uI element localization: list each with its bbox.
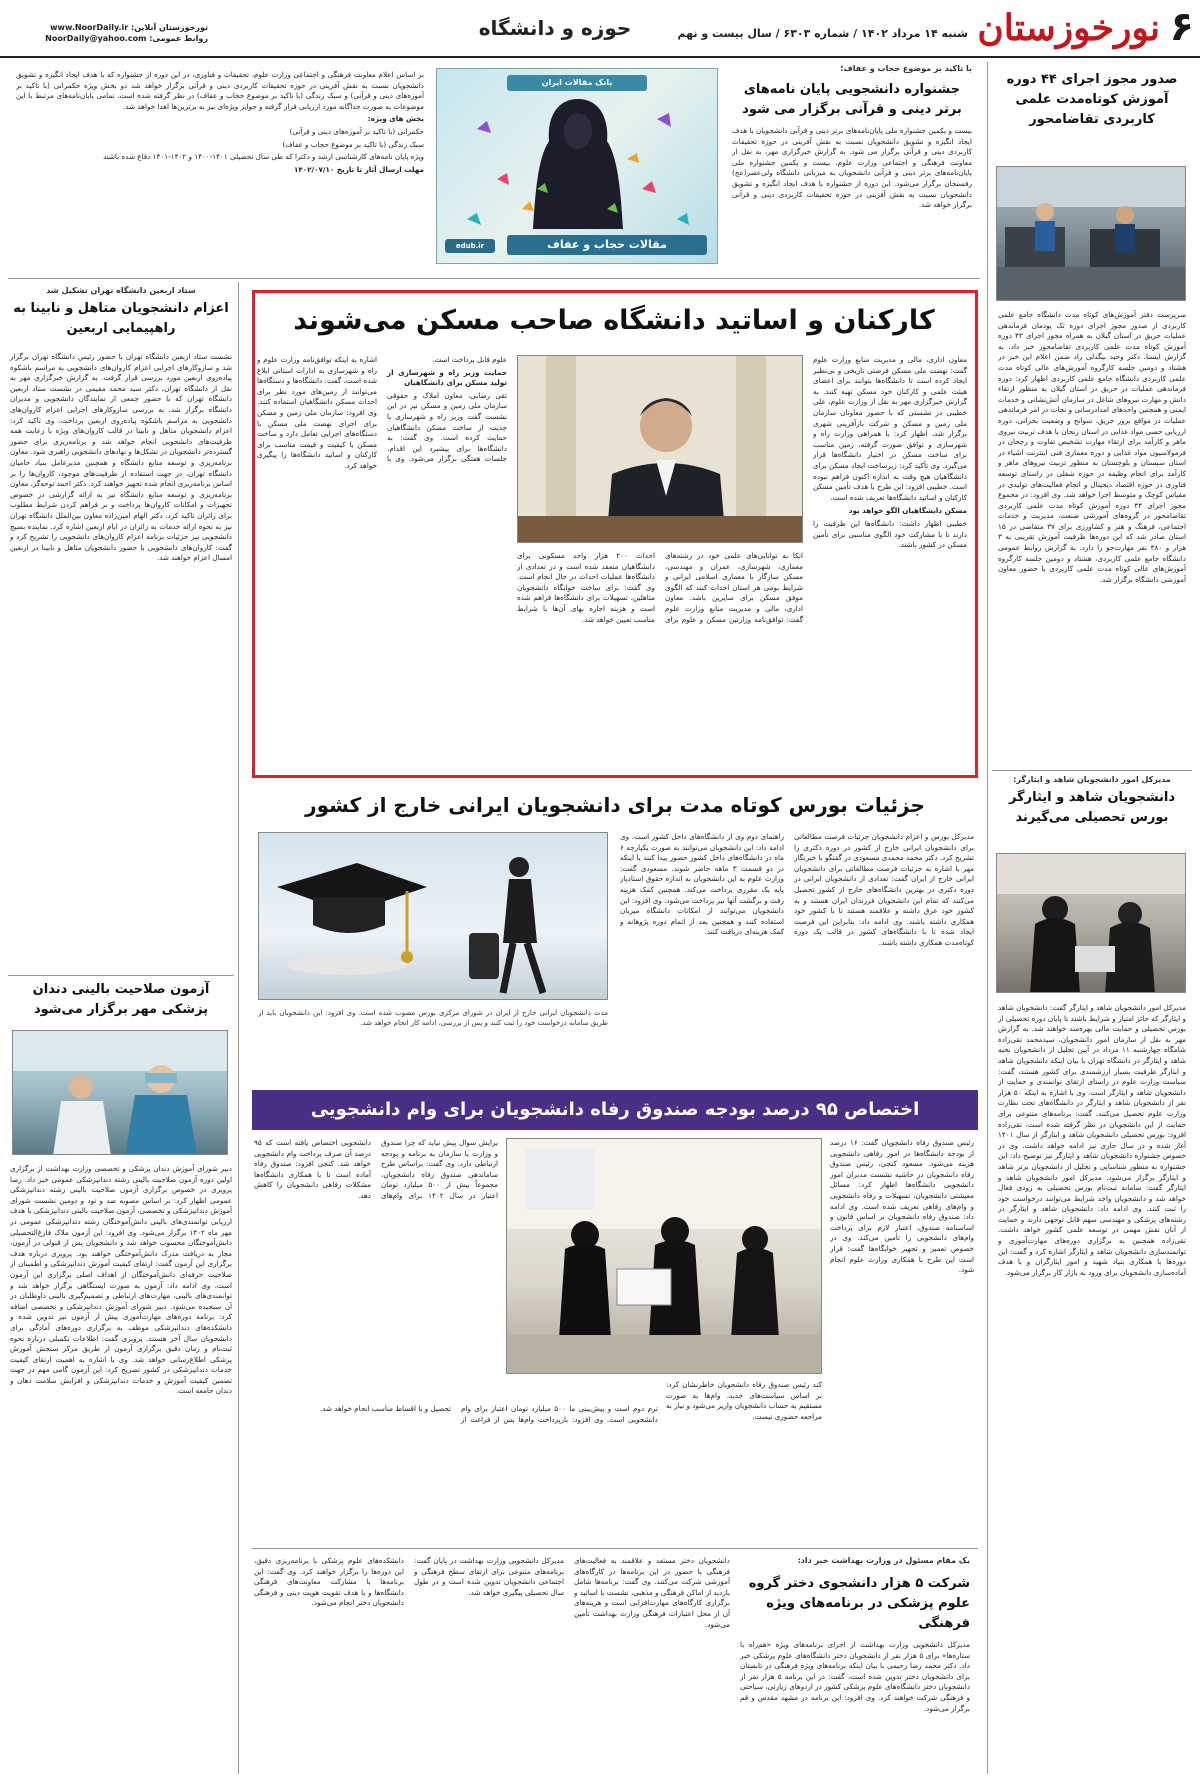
contact-email: روابط عمومی: NoorDaily@yahoo.com (45, 34, 208, 43)
mortgage-article (992, 70, 1192, 885)
festival-body: بیست و یکمین جشنواره ملی پایان‌نامه‌های برتر دینی و قرآنی دانشجویان با هدف ایجاد انگیزه و تشویق دانشجویان نسبت به نقش آفرینی در حوزه تحقیقات کاربردی دینی و قرآنی برگزار می شود. به گزارش خبرگزاری مهر، به نقل از معاونت فرهنگی و اجتماعی وزارت علوم، بیست و یکمین جشنواره ملی پایان‌نامه‌های برتر دینی و قرآنی دانشجویان به میزبانی دانشگاه ولی‌عصر(عج) رفسنجان برگزار می‌شود. این دوره از جشنواره با هدف ایجاد انگیزه و تشویق دانشجویان نسبت به نقش آفرینی در حوزه تحقیقات کاربردی دینی و قرآنی برگزار خواهد شد. (732, 126, 972, 210)
divider (8, 975, 234, 976)
athletes-article (992, 775, 1192, 1775)
students-photo (996, 853, 1186, 993)
women-col-3: مدیرکل دانشجویی وزارت بهداشت در پایان گفت: برنامه‌های متنوعی برای ارتقای سطح فرهنگی و اجتماعی دانشجویان تدوین شده است و در طول سال تحصیلی پیگیری خواهد شد. (414, 1556, 564, 1597)
banner-bottom-label: مقالات حجاب و عفاف (507, 235, 707, 255)
housing-col3-text: علوم قابل پرداخت است. (432, 355, 507, 364)
festival-body-cont-text: بر اساس اعلام معاونت فرهنگی و اجتماعی وزارت علوم، تحقیقات و فناوری، در این دوره از جشنواره که با هدف ایجاد انگیزه و تشویق دانشجویان نسبت به نقش آفرینی در حوزه تحقیقات کاربردی دینی و قرآنی برگزار خواهد شد دو بخش ویژه حکمرانی (با تاکید بر آموزه‌های دینی و قرآنی) و سبک زندگی (با تاکید بر موضوع حجاب و عفاف) در نظر گرفته شده است. تمامی پایان‌نامه‌های مرتبط با این موضوعات به صورت جداگانه مورد ارزیابی قرار گرفته و جوایز ویژه‌ای نیز به برترین‌ها اهدا خواهد شد. (16, 70, 424, 111)
housing-col3-text-b: تقی رضایی، معاون املاک و حقوقی سازمان ملی زمین و مسکن نیز در این نشست گفت وزیر راه و شهرسازی با جدیت از ساخت مسکن دانشگاهیان حمایت کرده است. وی گفت: به دانشگاه‌ها برای پیشبرد این اقدام، جلسات هفتگی برگزار می‌شود. وی با اشاره به اینکه توافق‌نامه وزارت علوم و راه و شهرسازی به ادارات استانی ابلاغ شده است، گفت: دانشگاه‌ها و دستگاه‌ها می‌توانند از زمین‌های مورد نظر برای احداث مسکن دانشگاهیان استفاده کنند. وی افزود: سازمان ملی زمین و مسکن برای اجرای نهضت ملی مسکن با دستگاه‌های اجرایی تعامل دارد و ساخت مسکن با کیفیت و قیمت مناسب برای کارکنان و اساتید دانشگاه‌ها را پیگیری خواهد کرد. (257, 355, 507, 470)
newspaper-logo: نورخوزستان (977, 7, 1160, 49)
scholarship-col-2: راهنمای دوم وی از دانشگاه‌های داخل کشور است. وی ادامه داد: این دانشجویان می‌توانند به صورت یکپارچه ۶ ماه در دانشگاه‌های داخل کشور حضور پیدا کنند یا اینکه در دو قسمت ۳ ماهه حاضر شوند. مسعودی گفت: وزارت علوم به این دانشجویان به اندازه حقوق استادیار پایه یک مقرری پرداخت می‌کند. همچنین کمک هزینه رفت و برگشت آنها نیز پرداخت می‌شود. وی افزود: این دانشجویان می‌توانند از امکانات دانشگاه میزبان استفاده کنند و همچنین بعد از اتمام دوره پژوهانه و کمک هزینه‌ای دریافت کنند. (620, 832, 784, 937)
scholarship-caption: مدت دانشجویان ایرانی خارج از ایران در شورای مرکزی بورس مصوب شده است. وی افزود: این دانشجویان باید از طریق سامانه درخواست خود را ثبت کنند و پس از بررسی، ادامه کار انجام خواهد شد. (258, 1009, 608, 1027)
women-col-1: مدیرکل دانشجویی وزارت بهداشت از اجرای برنامه‌های ویژه «هم‌راه با ستاره‌ها» برای ۵ هزار نفر از دانشجویان دختر دانشگاه‌های علوم پزشکی خبر داد. دکتر محمد رضا رحیمی با بیان اینکه برنامه‌های ویژه فرهنگی در تابستان برای دانشجویان دختر تدوین شده است، گفت: در این برنامه ۵ هزار نفر از دانشجویان دختر دانشگاه‌های علوم پزشکی کشور در اردوهای زیارتی، سیاحتی و فرهنگی شرکت خواهند کرد. وی افزود: این برنامه در مشهد مقدس و قم برگزار می‌شود. (740, 1640, 970, 1713)
dentist-photo (12, 1030, 228, 1155)
housing-col-3 (257, 355, 507, 771)
column-rule (987, 62, 988, 1774)
mortgage-headline: صدور مجوز اجرای ۴۴ دوره آموزش کوتاه‌مدت علمی کاربردی تقاضامحور (1006, 72, 1178, 127)
page-number: ۶ (1169, 4, 1194, 50)
official-portrait-photo (517, 355, 803, 543)
festival-headline: جشنواره دانشجویی پایان نامه‌های برتر دینی و قرآنی برگزار می شود (742, 82, 962, 117)
fund-col-3: کند رئیس صندوق رفاه دانشجویان خاطرنشان کرد: بر اساس سیاست‌های جدید، وام‌ها به صورت مستقیم به حساب دانشجویان واریز می‌شود و نیاز به مراجعه حضوری نیست. (666, 1380, 822, 1421)
contact-website: نورخوزستان آنلاین: www.NoorDaily.ir (50, 23, 208, 32)
section-title: حوزه و دانشگاه (478, 16, 632, 40)
arbaeen-body: نشست ستاد اربعین دانشگاه تهران با حضور رئیس دانشگاه تهران برگزار شد و سازوکارهای اجرایی اعزام کاروان‌های دانشجویی به مراسم باشکوه پیاده‌روی اربعین مورد بررسی قرار گرفت. به گزارش خبرگزاری مهر به نقل از دانشگاه تهران، دکتر سید محمد مقیمی در نشست ستاد اربعین دانشگاه تهران که با حضور جمعی از نمایندگان دانشجویی و مدیران دانشگاه برگزار شد، به بررسی سازوکارهای اجرایی اعزام کاروان‌های دانشجویی به مراسم باشکوه پیاده‌روی اربعین پرداخت. وی تاکید کرد: اعزام دانشجویان متاهل و نابینا در قالب کاروان‌های ویژه با رعایت همه ظرفیت‌های دانشجویی انجام خواهد شد و برنامه‌ریزی برای حضور گسترده‌تر دانشجویان در تشکل‌ها و نهادهای دانشجویی راهبری شود. معاون برنامه‌ریزی و توسعه منابع دانشگاه و همچنین مدیرعامل بنیاد حامیان دانشگاه تهران، در جهت استفاده از ظرفیت‌های موجود، کاروان‌ها را بر اساس برنامه‌ریزی انجام شده تجهیز خواهند کرد. دکتر احمد نوحه‌گر، معاون برنامه‌ریزی و توسعه منابع دانشگاه نیز به ارائه گزارشی در خصوص تجهیزات و امکانات کاروان‌ها پرداخت و بر فراهم کردن شرایط مطلوب برای زائران تاکید کرد. دکتر الهام امین‌زاده معاون بین‌الملل دانشگاه تهران نیز به نحوه ارائه خدمات به زائران در ایام اربعین اشاره کرد. نماینده بسیج دانشجویی نیز جزئیات برنامه اعزام کاروان‌های دانشجویی را تشریح کرد و گفت: کاروان‌های دانشجویی با حضور دانشجویان متاهل و نابینا در اربعین امسال اعزام خواهند شد. (10, 352, 232, 563)
office-women-photo (506, 1138, 822, 1374)
workshop-illustration (996, 167, 1185, 301)
scholarship-col-1: مدیرکل بورس و اعزام دانشجویان جزئیات فرصت مطالعاتی برای دانشجویان ایرانی خارج از کشور در دوره دکتری را تشریح کرد. دکتر محمد محمدی مسعودی در گفتگو با خبرنگار مهر با اشاره به جزئیات فرصت مطالعاتی برای دانشجویان ایرانی خارج از ایران گفت: تعدادی از دانشجویان ایرانی در دوره دکتری در بهترین دانشگاه‌های خارج از کشور تحصیل می‌کنند که تمام این دانشجویان فرزندان ایران هستند و به کشور خود عرق داشته و علاقمند هستند تا با کشور خود همکاری داشته باشند. وی ادامه داد: بنابراین این فرصت ایجاد شده تا با دانشگاه‌های کشور در قالب یک دوره کوتاه‌مدت همکاری داشته باشند. (794, 832, 974, 947)
festival-section-2: سبک زندگی (با تاکید بر موضوع حجاب و عفاف) (282, 139, 424, 149)
masthead (0, 0, 1200, 58)
athletes-body: مدیرکل امور دانشجویان شاهد و ایثارگر گفت: دانشجویان شاهد و ایثارگر که حائز امتیاز و شرایط باشند تا پایان دوره تحصیلی از بورس تحصیلی و حمایت مالی بهره‌مند خواهند شد. به گزارش مهر به نقل از سازمان امور دانشجویان، سیدمحمد تقی‌زاده شامگاه چهارشنبه ۱۱ مرداد در آیین تجلیل از دانشجویان نخبه شاهد و ایثارگر در دانشگاه تهران با بیان اینکه دانشجویان شاهد و ایثارگر ظرفیت بسیار ارزشمندی برای کشور هستند، گفت: سیاست وزارت علوم در راستای ارتقای توانمندی و حمایت از دانشجویان شاهد و ایثارگر است. وی با اشاره به اینکه ۵۰ هزار نفر از دانشجویان شاهد و ایثارگر در دانشگاه‌های تحت نظارت وزارت علوم تحصیل می‌کنند، گفت: برنامه‌های متنوعی برای حمایت از این دانشجویان در نظر گرفته شده است. تقی‌زاده افزود: بورس تحصیلی دانشجویان شاهد و ایثارگر از سال ۱۴۰۱ آغاز شده و در سال جاری نیز ادامه خواهد داشت. وی در خصوص جشنواره دانشجویان شاهد و ایثارگر نیز توضیح داد: این جشنواره به منظور شناسایی و تجلیل از دانشجویان برتر شاهد و ایثارگر برگزار می‌شود. مدیرکل امور دانشجویان شاهد و ایثارگر گفت: سامانه ثبت‌نام بورس تحصیلی به زودی فعال خواهد شد و دانشجویان واجد شرایط می‌توانند درخواست خود را ثبت کنند. وی ادامه داد: دانشجویان شاهد و ایثارگر در رشته‌های پزشکی و مهندسی سهم قابل توجهی دارند و حمایت از آنان نقش مهمی در توسعه علمی کشور خواهد داشت. تقی‌زاده همچنین به برگزاری دوره‌های مهارت‌آموزی و توانمندسازی دانشجویان شاهد و ایثارگر اشاره کرد و گفت: این دوره‌ها با همکاری بنیاد شهید و امور ایثارگران و با هدف آماده‌سازی دانشجویان برای ورود به بازار کار برگزار می‌شود. (998, 1003, 1186, 1277)
festival-banner (436, 68, 718, 264)
women-col-4: دانشکده‌های علوم پزشکی با برنامه‌ریزی دقیق، این دوره‌ها را برگزار خواهند کرد. وی گفت: این برنامه‌ها با مشارکت معاونت‌های فرهنگی دانشگاه‌ها و با هدف تقویت هویت دینی و فرهنگی دانشجویان دختر انجام می‌شود. (254, 1556, 404, 1608)
fund-col-1: رئیس صندوق رفاه دانشجویان گفت: ۱۶ درصد از بودجه دانشگاه‌ها در امور رفاهی دانشجویی هزینه می‌شود. مسعود کنجی، رئیس صندوق رفاه دانشجویان در حاشیه نشست مدیران امور دانشجویی دانشگاه‌ها اظهار کرد: مسائل معیشتی دانشجویان، تسهیلات و رفاه دانشجویی و وام‌های رفاهی تعریف شده است. وی ادامه داد: صندوق رفاه دانشجویان بر اساس قانون و اساسنامه صندوق، اعتبار لازم برای پرداخت وام‌های دانشجویی را تأمین می‌کند. وی در خصوص تعمیر و تجهیز خوابگاه‌ها گفت: قرار است این طرح با همکاری وزارت علوم انجام شود. (830, 1138, 974, 1275)
scholarship-article (252, 786, 978, 1082)
masthead-rule (0, 56, 1200, 58)
housing-col-2: انکا به توانایی‌های علمی خود در رشته‌های معماری، شهرسازی، عمران و مهندسی، مسکن سازگار با معماری اسلامی ایرانی و شرایط بومی هر استان احداث کنند که الگوی موفق مسکن برای سایرین باشد. معاون اداری، مالی و مدیریت منابع وزارت علوم گفت: توافق‌نامه وزارتین مسکن و علوم برای احداث ۲۰۰ هزار واحد مسکونی برای دانشگاهیان منعقد شده است و در تعدادی از دانشگاه‌ها عملیات احداث در حال انجام است. وی گفت: برای ساخت خوابگاه دانشجویان متاهلین، تسهیلات برای دانشگاه‌ها فراهم شده است و هزینه اجاره بهای آن‌ها با شرایط مناسب تعیین خواهد شد. (517, 551, 803, 624)
housing-col-1 (813, 355, 967, 771)
official-illustration (517, 356, 802, 543)
festival-article (8, 64, 980, 274)
women-col-2: دانشجویان دختر مستعد و علاقمند به فعالیت‌های فرهنگی با حضور در این برنامه‌ها در کارگاه‌های آموزشی شرکت می‌کنند. وی گفت: برنامه‌ها شامل بازدید از اماکن فرهنگی و مذهبی، نشست با اساتید و برگزاری کارگاه‌های مهارت‌افزایی است و هزینه‌های آن از محل اعتبارات فرهنگی وزارت بهداشت تأمین می‌شود. (574, 1556, 730, 1629)
column-rule (238, 282, 239, 1774)
graduate-cap-illustration (258, 833, 607, 1000)
dentistry-article (8, 980, 234, 1775)
dentistry-body: دبیر شورای آموزش دندان پزشکی و تخصصی وزارت بهداشت از برگزاری اولین دوره آزمون صلاحیت بالینی رشته دندانپزشکی عمومی خبر داد. رضا پرویزی در خصوص برگزاری آزمون صلاحیت بالینی رشته دندانپزشکی عمومی اظهار کرد: بر اساس مصوبه صد و نود و دومین نشست شورای آموزش دندانپزشکی و تخصصی، آزمون صلاحیت بالینی دندانپزشکی با هدف ارزیابی توانمندی‌های بالینی دانش‌آموختگان رشته دندانپزشکی عمومی در مهر ماه ۱۴۰۲ برگزار می‌شود. وی افزود: این آزمون ملاک فارغ‌التحصیلی دانش‌آموختگان محسوب خواهد شد و دانشجویان پس از قبولی در آزمون، مجاز به دریافت مدرک دانش‌آموختگی خواهند بود. پرویزی درباره هدف برگزاری این آزمون گفت: ارتقای کیفیت آموزش دندانپزشکی و اطمینان از صلاحیت حرفه‌ای دانش‌آموختگان از اهداف اصلی برگزاری این آزمون است. وی ادامه داد: آزمون به صورت ایستگاهی برگزار خواهد شد و توانمندی‌های بالینی، مهارت‌های ارتباطی و تصمیم‌گیری بالینی داوطلبان در آن سنجیده می‌شود. دبیر شورای آموزش دندانپزشکی و تخصصی اضافه کرد: برنامه دوره‌های مهارت‌آموزی پیش از آزمون نیز تدوین شده و دانشکده‌های دندانپزشکی موظف به برگزاری دوره‌های آمادگی برای دانشجویان سال آخر هستند. پرویزی گفت: اطلاعات تکمیلی درباره نحوه ثبت‌نام و زمان دقیق برگزاری آزمون از طریق مرکز سنجش آموزش پزشکی اطلاع‌رسانی خواهد شد. وی با اشاره به اهمیت ارتقای کیفیت خدمات دندانپزشکی در کشور تصریح کرد: این آزمون گامی مهم در جهت تضمین کیفیت آموزش و خدمات دندانپزشکی و افزایش سلامت دهان و دندان جامعه است. (10, 1164, 232, 1396)
women-kicker: یک مقام مسئول در وزارت بهداشت خبر داد: (797, 1556, 970, 1565)
divider (992, 770, 1192, 771)
festival-deadline: مهلت ارسال آثار تا تاریخ ۱۴۰۲/۰۷/۱۰ (293, 164, 424, 174)
festival-sections-label: بخش های ویژه: (367, 114, 424, 124)
workshop-photo (996, 166, 1186, 301)
housing-col3-subhead: حمایت وزیر راه و شهرسازی از تولید مسکن برای دانشگاهیان (387, 367, 507, 388)
banner-site: edub.ir (445, 239, 495, 253)
housing-col1-text-b: خطیبی اظهار داشت: دانشگاه‌ها این ظرفیت را دارند تا با مشارکت خود الگوی مناسبی برای تأمین مسکن در کشور باشند. (813, 518, 967, 550)
scholarship-headline: جزئیات بورس کوتاه مدت برای دانشجویان ایرانی خارج از کشور (305, 793, 925, 817)
students-illustration (996, 854, 1185, 993)
athletes-kicker: مدیرکل امور دانشجویان شاهد و ایثارگر: (1013, 775, 1171, 784)
women-headline: شرکت ۵ هزار دانشجوی دختر گروه علوم پزشکی در برنامه‌های ویژه فرهنگی (748, 1576, 970, 1631)
arbaeen-kicker: ستاد اربعین دانشگاه تهران تشکیل شد (46, 286, 196, 295)
fund-headline: اختصاص ۹۵ درصد بودجه صندوق رفاه دانشجویان برای وام دانشجویی (252, 1090, 978, 1130)
housing-headline: کارکنان و اساتید دانشگاه صاحب مسکن می‌شوند (293, 305, 935, 336)
arbaeen-article (8, 286, 234, 976)
festival-section-1: حکمرانی (با تاکید بر آموزه‌های دینی و قرآنی) (289, 126, 424, 136)
issue-line: شنبه ۱۴ مرداد ۱۴۰۲ / شماره ۶۳۰۳ / سال بیست و نهم (677, 27, 968, 40)
divider (8, 278, 980, 279)
office-illustration (506, 1139, 821, 1374)
fund-article (252, 1090, 978, 1545)
festival-body-continued (16, 70, 424, 270)
festival-kicker: با تاکید بر موضوع حجاب و عفاف؛ (840, 64, 972, 73)
banner-top-label: بانک مقالات ایران (507, 75, 647, 91)
housing-col1-text: معاون اداری، مالی و مدیریت منابع وزارت علوم گفت: نهضت ملی مسکن فرصتی تاریخی و بی‌نظیر ایجاد کرده است تا دانشگاه‌ها بتوانند برای اعضای هیئت علمی و کارکنان خود مسکن تهیه کنند. به گزارش خبرگزاری مهر به نقل از وزارت علوم، علی خطیبی در نشستی که با حضور معاونان سازمان ملی زمین و مسکن و شرکت بازآفرینی شهری برگزار شد، اظهار کرد: با همراهی وزارت راه و شهرسازی و توافق صورت گرفته، زمین مناسب برای ساخت مسکن در اختیار دانشگاه‌ها قرار می‌گیرد. وی تأکید کرد: زیرساخت ایجاد مسکن برای دانشگاهیان هیچ وقت به اندازه اکنون فراهم نبوده است. خطیبی افزود: این طرح با هدف تأمین مسکن کارکنان و اساتید دانشگاه‌ها تعریف شده است. (813, 355, 967, 502)
women-students-article (252, 1554, 978, 1776)
athletes-headline: دانشجویان شاهد و ایثارگر بورس تحصیلی می‌گیرند (1008, 790, 1176, 825)
festival-section-3: ویژه پایان نامه‌های کارشناسی ارشد و دکترا که طی سال تحصیلی ۱۴۰۱-۱۴۰۰ و ۱۴۰۲-۱۴۰۱ دفاع شده باشند (102, 152, 424, 162)
housing-col1-subhead: مسکن دانشگاهیان الگو خواهد بود (848, 506, 967, 516)
fund-col-2: برایش سوال پیش نیاید که چرا صندوق و وزارت با سازمان به برنامه و بودجه ارتباطی دارد. وی گفت: براساس طرح ساماندهی صندوق رفاه دانشجویان، مجموعاً بیش از ۵۰۰ میلیارد تومان اعتبار در سال ۱۴۰۲ برای وام‌های دانشجویی اختصاص یافته است که ۹۵ درصد آن صرف پرداخت وام دانشجویی خواهد شد. کنجی افزود: صندوق رفاه آماده است تا با همکاری دانشگاه‌ها مشکلات رفاهی دانشجویان را کاهش دهد. (254, 1138, 498, 1200)
mortgage-body: سرپرست دفتر آموزش‌های کوتاه مدت دانشگاه جامع علمی کاربردی از صدور مجوز اجرای دوره تک پودمان فرماندهی عملیات حریق در استان گیلان به همراه مجوز اجرای ۴۳ دوره آموزش کوتاه مدت علمی کاربردی تقاضامحور خبر داد. به گزارش ایسنا، دکتر وحید بیگدلی راد ضمن اعلام این خبر در هشتاد و دومین جلسه کارگروه آموزش‌های عالی کوتاه مدت علمی کاربردی دانشگاه جامع علمی کاربردی اظهار کرد: دوره فرماندهی عملیات در حریق در استان گیلان به منظور ارتقاء دانش و مهارت نیروهای شاغل در سازمان آتش‌نشانی و خدمات ایمنی و همچنین واحدهای امدادرسانی و نجات در امر فرماندهی عملیات در مواقع بروز حریق، سوانح و وضعیت بحرانی، دوره ارزیابی حسی مواد غذایی در استان زنجان با هدف تربیت نیروی ماهر و کارآمد برای ارتقاء مهارت تشخیص تفاوت و رجحان در فرمولاسیون مواد غذایی و دوره معماری فنی اینترنت اشیاء در استان سیستان و بلوچستان به منظور تربیت نیروهای ماهر و کارآمد برای انجام وظیفه در حوزه شغلی در راستای توسعه فناوری در حوزه اقتصاد دیجیتال و انجام فعالیت‌های تولیدی در مقیاس کوچک و متوسط اجرا خواهد شد. وی افزود: در مجموع مجوز اجرای ۴۴ دوره آموزش کوتاه مدت علمی کاربردی تقاضامحور در گروه‌های آموزشی صنعت، مدیریت و خدمات اجتماعی، فرهنگ و هنر و کشاورزی برای ۳۷ متقاضی در ۱۵ استان صادر شد که این دوره‌ها ظرفیت آموزش تقریبی به ۳ هزار و ۳۸۰ نفر مهارت‌جو را دارد. به گزارش روابط عمومی دانشگاه جامع علمی کاربردی، هشتاد و دومین جلسه کارگروه آموزش‌های عالی کوتاه مدت علمی کاربردی با حضور معاون آموزشی دانشگاه برگزار شد. (998, 310, 1186, 584)
dentistry-headline: آزمون صلاحیت بالینی دندان پزشکی مهر برگزار می‌شود (32, 982, 210, 1017)
arbaeen-headline: اعزام دانشجویان متاهل و نابینا به راهپیمایی اربعین (13, 301, 229, 336)
fund-col-4: ترم دوم است و پیش‌بینی ما ۵۰۰ میلیارد تومان اعتبار برای وام دانشجویی است. وی افزود: بازپرداخت وام‌ها پس از فراغت از تحصیل و با اقساط مناسب انجام خواهد شد. (319, 1404, 658, 1424)
graduate-travel-photo (258, 832, 608, 1000)
housing-article (252, 290, 978, 778)
dentist-illustration (12, 1031, 227, 1155)
divider (252, 1548, 978, 1549)
